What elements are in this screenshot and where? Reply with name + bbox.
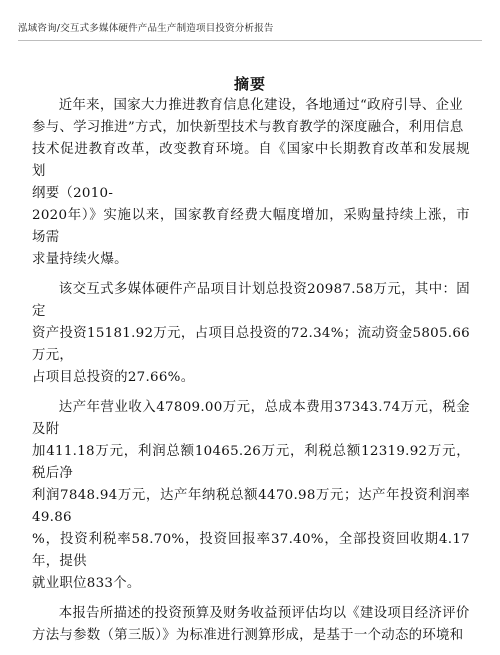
text-line: 资产投资15181.92万元，占项目总投资的72.34%；流动资金5805.66万元，	[32, 326, 470, 363]
text-line: 达产年营业收入47809.00万元，总成本费用37343.74万元，税金及附	[32, 400, 470, 437]
text-line: %，投资利税率58.70%，投资回报率37.40%，全部投资回收期4.17年，提供	[32, 532, 470, 569]
text-line: 本报告所描述的投资预算及财务收益预评估均以《建设项目经济评价	[58, 606, 470, 621]
paragraph-methodology	[32, 603, 470, 647]
text-line: 纲要（2010-	[32, 186, 114, 201]
text-line: 就业职位833个。	[32, 576, 141, 591]
paragraph-revenue	[32, 397, 470, 595]
header-divider	[18, 40, 482, 41]
paragraph-investment	[32, 279, 470, 389]
paragraph-intro	[32, 95, 470, 271]
text-line: 近年来，国家大力推进教育信息化建设，各地通过“政府引导、企业	[58, 98, 463, 113]
text-line: 技术促进教育改革，改变教育环境。自《国家中长期教育改革和发展规划	[32, 142, 470, 179]
text-line: 2020年）》实施以来，国家教育经费大幅度增加，采购量持续上涨，市场需	[32, 208, 470, 245]
text-line: 占项目总投资的27.66%。	[32, 370, 195, 385]
page-title: 摘要	[233, 75, 266, 93]
text-line: 该交互式多媒体硬件产品项目计划总投资20987.58万元，其中：固定	[32, 282, 470, 319]
page-header: 泓域咨询/交互式多媒体硬件产品生产制造项目投资分析报告	[18, 23, 274, 34]
document-body	[32, 95, 470, 655]
text-line: 加411.18万元，利润总额10465.26万元，利税总额12319.92万元，税后净	[32, 444, 470, 481]
text-line: 求量持续火爆。	[32, 252, 128, 267]
text-line: 利润7848.94万元，达产年纳税总额4470.98万元；达产年投资利润率49.86	[32, 488, 470, 525]
text-line: 参与、学习推进”方式，加快新型技术与教育教学的深度融合，利用信息	[32, 120, 464, 135]
text-line: 方法与参数（第三版）》为标准进行测算形成，是基于一个动态的环境和	[32, 628, 464, 643]
